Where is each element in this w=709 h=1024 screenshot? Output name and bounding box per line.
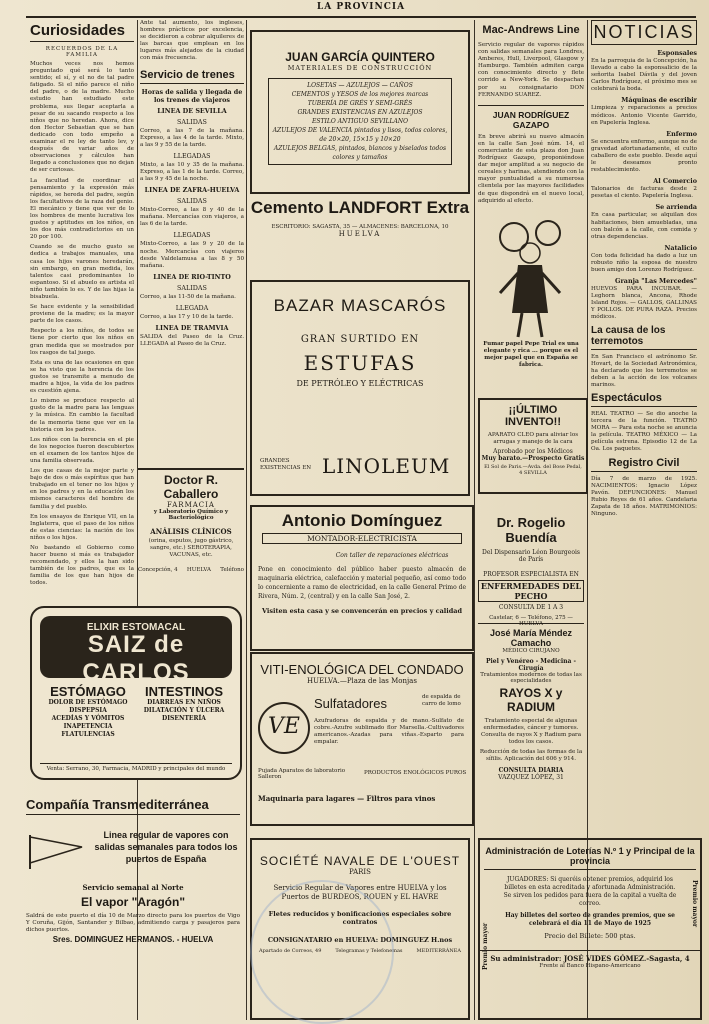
- landfort-name: Cemento LANDFORT Extra: [250, 198, 470, 217]
- landfort-city: HUELVA: [338, 230, 382, 238]
- elixir-left-items: [42, 699, 134, 739]
- elixir-line2: SAIZ de CARLOS: [82, 631, 190, 686]
- news-item: [591, 130, 697, 174]
- garcia-item: CEMENTOS y YESOS de los mejores marcas: [291, 91, 429, 98]
- news-item-text: Limpieza y reparaciones a precios módicos. Antonio Vicente Garrido, en Papelería Inglesa.: [591, 105, 697, 126]
- elixir-item: ACEDÍAS Y VÓMITOS: [51, 715, 125, 722]
- article-paragraph: En los ensayos de Enrique VII, en la Inglaterra, que el paso de los niños de estas ciencias: la nación de los niños o los hijos.: [30, 513, 134, 541]
- landfort-ad: [250, 192, 470, 272]
- news-item-head: Espectáculos: [591, 392, 697, 407]
- dominguez-text: Pone en conocimiento del público haber puesto almacén de maquinaria eléctrica, calefacción y material pequeño, así como todo lo concerniente a ramo de electricidad, en la calle General Primo de Rivera, Núm. 2, (central) y en la calle San José, 2.: [258, 566, 466, 600]
- elixir-item: FLATULENCIAS: [61, 731, 115, 738]
- societe-consignatario: CONSIGNATARIO en HUELVA: DOMINGUEZ H.nos: [267, 936, 453, 944]
- elixir-item: DISENTERÍA: [162, 715, 206, 722]
- column-noticias: [591, 20, 697, 840]
- train-line-head: LINEA DE ZAFRA-HUELVA: [144, 186, 240, 195]
- news-item-text: Talonarios de facturas desde 2 pesetas el ciento. Papelería Inglesa.: [591, 186, 697, 200]
- news-item-text: Con toda felicidad ha dado a luz un robusto niño la esposa de nuestro buen amigo don Lorenzo Rodríguez.: [591, 252, 697, 273]
- mac-name: Mac-Andrews Line: [482, 24, 580, 36]
- article-paragraph: Se hace evidente y la sensibilidad proviene de la madre; es la mayor parte de los casos.: [30, 304, 134, 325]
- news-item-text: Día 7 de marzo de 1925. NACIMIENTOS: Ignacio López Pavón. DEFUNCIONES: Manuel Rubio Reyes de 61 años. Candelaria Zapata de 18 años. MATRIMONIOS: Ninguno.: [591, 475, 697, 518]
- garcia-item: TUBERÍA DE GRÉS Y SEMI-GRÉS: [307, 100, 413, 107]
- elixir-item: DISPEPSIA: [69, 707, 107, 714]
- article-paragraph: Cuando se de mucho gusto se dedica a trabajos manuales, una casa los hijos varones heredarán, sin embargo, en gran medida, los talentos casi predominantes lo espantoso. Si el abuelo es artista el niño también lo es. Y de las hijas la bisabuela.: [30, 244, 134, 300]
- train-line-text: Correo, a las 11-50 de la mañana.: [140, 293, 236, 300]
- illus-caption: Fumar papel Pepe Trial es una elegante y rica ... porque es el mejor papel que en España se fabrica.: [483, 340, 579, 368]
- garcia-item: GRANDES EXISTENCIAS EN AZULEJOS: [297, 109, 423, 116]
- viti-sulf-side: de espalda de carro de lomo: [422, 694, 461, 707]
- garcia-sub: MATERIALES DE CONSTRUCCIÓN: [287, 64, 433, 72]
- news-item-head: Granja "Las Mercedes": [614, 277, 697, 286]
- ultimo-title: ¡¡ÚLTIMO INVENTO!!: [504, 404, 562, 428]
- train-line-sub: SALIDAS: [177, 117, 207, 126]
- lottery-text2: Hay billetes del sorteo de grandes premios, que se celebrará el día 11 de Mayo de 1925: [505, 912, 675, 927]
- ultimo-invento-ad: [478, 398, 588, 494]
- train-line: [140, 304, 244, 321]
- garcia-item: AZULEJOS BELGAS, pintados, blancos y biselados todos colores y tamaños: [273, 145, 447, 161]
- camacho-ad: [478, 628, 584, 828]
- train-line-head: LINEA DE TRAMVIA: [155, 323, 229, 332]
- news-item-head: Enfermo: [666, 129, 697, 138]
- section-subtitle: RECUERDOS DE LA FAMILIA: [45, 46, 119, 58]
- section-title-curiosidades: Curiosidades: [30, 22, 134, 42]
- news-item: [591, 49, 697, 93]
- train-line-head: LINEA DE RIO-TINTO: [153, 272, 231, 281]
- trains-subtitle: Horas de salida y llegada de los trenes de viajeros: [141, 87, 243, 104]
- societe-name: SOCIÉTÉ NAVALE DE L'OUEST: [259, 854, 461, 868]
- train-line-text: SALIDA del Paseo de la Cruz. LLEGADA al Paseo de la Cruz.: [140, 333, 244, 348]
- caballero-type: FARMACIA: [167, 501, 215, 509]
- news-item-text: Se encuentra enfermo, aunque no de gravedad afortunadamente, el culto caballero de este pueblo. Desde aquí le deseamos pronto restablecimiento.: [591, 138, 697, 174]
- news-item-head: Esponsales: [657, 49, 697, 57]
- train-line: [140, 324, 244, 348]
- flag-icon: [26, 833, 86, 871]
- train-line-text: Mixto-Correo, a las 8 y 40 de la mañana. Mercancías con viajeros, a las 6 de la tarde.: [140, 207, 244, 228]
- buendia-name: Dr. Rogelio Buendía: [496, 515, 566, 545]
- masthead: [26, 2, 696, 18]
- train-line: [140, 186, 244, 228]
- lottery-left-side: Premio mayor: [482, 922, 489, 970]
- caballero-phone: Teléfono: [220, 567, 244, 574]
- societe-city: PARIS: [349, 868, 371, 876]
- caballero-analysis: ANÁLISIS CLÍNICOS: [150, 527, 232, 536]
- lottery-admin: Su administrador: JOSÉ VIDES GÓMEZ.-Sagasta, 4: [480, 950, 700, 963]
- landfort-address: ESCRITORIO: SAGASTA, 35 — ALMACENES: BARCELONA, 10: [271, 224, 449, 230]
- news-item-head: Máquinas de escribir: [621, 96, 697, 105]
- article-paragraph: Lo mismo se produce respecto al gusto de la madre para las lenguas y la música. En cambio la facultad de la memoria tiene que ver en la historia con los padres.: [30, 398, 134, 433]
- article-paragraph: Los que casas de la mejor parte y bajo de dos o más espíritus que han trabajado en el tener no los hijos y en los padres y en la educación los mismos caracteres del hombre de familia y del pueblo.: [30, 468, 134, 510]
- elixir-item: INAPETENCIA: [63, 723, 113, 730]
- news-item-head: Natalicio: [664, 243, 697, 252]
- lottery-ad: [478, 838, 702, 1020]
- camacho-name: José María Méndez Camacho: [489, 628, 573, 648]
- garcia-item: ESTILO ANTIGUO SEVILLANO: [312, 118, 408, 125]
- compania-title: Compañía Transmediterránea: [26, 797, 240, 815]
- article-paragraph: La facultad de coordinar el pensamiento y la expresión más rápidos, se hereda del padre, según los facultativos de la raza del genio. El mecánico y tiene que ver de lo los hombres de mente lucrativa los gustos y aptitudes en los niños, en los dos más contradictorios en un 20 por 100.: [30, 177, 134, 241]
- news-item: [591, 96, 697, 126]
- train-line-sub: SALIDAS: [177, 283, 207, 292]
- viti-name: VITI-ENOLÓGICA DEL CONDADO: [260, 662, 464, 677]
- lottery-text1: JUGADORES: Si queréis obtener premios, adquirid los billetes en esta acreditada y afortunada Administración. Se sirven los pedidos para fuera de la capital a vuelta de correo.: [503, 876, 677, 907]
- article-paragraph: Muchos veces nos hemos preguntado qué será lo tanto sentido; el sí, y el no de tal padre fatigado. Si el niño parece el niño del padre, o de la madre. Mucho estudio han estudiado este problema, sus llegar aceptarla a pesar de su sacando respecto a los niños que no heredan. Ahora, dice don Hector Sebastian que se han dedicado con todo empeño a examinar el re ley de tanto lev, y después de variar años de observaciones y cálculos han llegado a conclusiones que no dejan de ser curiosas.: [30, 61, 134, 174]
- train-line-text: Correo, a las 17 y 10 de la tarde.: [140, 313, 234, 320]
- societe-text: Servicio Regular de Vapores entre HUELVA y los Puertos de BURDEOS, ROUEN y EL HAVRE: [273, 884, 447, 901]
- transmediterranea-ad: [26, 795, 240, 1015]
- viti-pujada: Pujada Aparatos de laboratorio Salleron: [258, 768, 346, 780]
- train-line-sub: LLEGADAS: [173, 231, 211, 240]
- news-item-text: En casa particular, se alquilan dos habitaciones, bien amuebladas, una con balcón a la calle, con comida y otras dependencias.: [591, 212, 697, 240]
- dominguez-name: Antonio Domínguez: [281, 511, 443, 530]
- news-item-text: HUEVOS PARA INCUBAR. — Leghorn blanca, Ancona, Rhode Island Rojos. — GALLOS, GALLINAS Y POLLOS. DE PURA RAZA. Precios módicos.: [591, 286, 697, 321]
- column-anuncios: [478, 20, 585, 463]
- ultimo-text: APARATO CLEO para aliviar los arrugas y manejo de la cara: [487, 432, 579, 446]
- elixir-item: DIARREAS EN NIÑOS: [147, 699, 221, 706]
- news-item-text: En San Francisco el astrónomo Sr. Hovart, de la Sociedad Astronómica, ha declarado que los terremotos se deben a la acción de los volcanes marinos.: [591, 353, 697, 388]
- article-paragraph: Respecto a los niños, de todos se tiene por cierto que los niños en gran medida que se mostrados por los rasgos de tal juego.: [30, 328, 134, 356]
- elixir-left-head: ESTÓMAGO: [50, 684, 126, 699]
- elixir-line3: (STOMALIX): [116, 685, 156, 692]
- column-curiosidades: [30, 20, 134, 620]
- garcia-item: AZULEJOS DE VALENCIA pintados y lisos, todos colores, de 20×20, 15×15 y 10×20: [272, 127, 448, 143]
- train-line: [140, 107, 244, 149]
- caballero-detail: (orina, esputos, jugo gástrico, sangre, etc.) SEROTERAPIA, VACUNAS, etc.: [148, 538, 234, 559]
- train-line-sub: LLEGADA: [175, 303, 209, 312]
- viti-machinery: Maquinaria para lagares — Filtros para vinos: [258, 794, 436, 803]
- news-item: [591, 325, 697, 389]
- camacho-text: Tratamiento especial de algunas enfermedades, cáncer y tumores. Consulta de rayos X y Radium para todos los casos.: [480, 718, 582, 746]
- compania-vapor: El vapor "Aragón": [80, 895, 186, 909]
- societe-fletes: Fletes reducidos y bonificaciones especiales sobre contratos: [268, 910, 452, 926]
- elixir-right: [138, 684, 230, 723]
- caballero-name: Doctor R. Caballero: [163, 473, 219, 501]
- newspaper-title: LA PROVINCIA: [316, 2, 406, 12]
- garcia-items: [268, 78, 452, 165]
- train-line-sub: SALIDAS: [177, 197, 207, 206]
- caballero-footer: [138, 567, 244, 573]
- news-item: [591, 277, 697, 321]
- garcia-item: LOSETAS — AZULEJOS — CAÑOS: [307, 82, 413, 89]
- lottery-title: Administración de Loterías N.º 1 y Principal de la provincia: [484, 846, 696, 870]
- noticias-title: NOTICIAS: [591, 20, 697, 45]
- bazar-small: GRANDES EXISTENCIAS EN: [260, 458, 312, 471]
- societe-tel: Telegramas y Telefonemas: [335, 948, 403, 954]
- compania-line: Linea regular de vapores con salidas semanales para todos los puertos de España: [94, 830, 238, 864]
- article-paragraph: Esta es una de las ocasiones en que se ha visto que la herencia de los gustos se transmite a menudo de madre a hijos, la vida de los padres es cuestión ajena.: [30, 359, 134, 395]
- news-item-head: La causa de los terremotos: [591, 325, 697, 350]
- societe-apartado: Apartado de Correos, 49: [258, 948, 322, 954]
- train-line-text: Mixto-Correo, a las 9 y 20 de la noche. Mercancías con viajeros desde Valdelamusa a las 8 y 50 mañana.: [140, 241, 244, 269]
- elixir-line1: ELIXIR ESTOMACAL: [86, 622, 186, 633]
- bazar-line2: ESTUFAS: [303, 351, 417, 375]
- train-line-text: Mixto, a las 10 y 35 de la mañana. Expreso, a las 1 de la tarde. Correo, a las 9 y 45 de la noche.: [140, 161, 244, 183]
- elixir-left: [42, 684, 134, 739]
- news-item: [591, 177, 697, 200]
- dominguez-sub: Con taller de reparaciones eléctricas: [335, 552, 449, 559]
- lottery-front: Frente al Banco Hispano-Americano: [539, 963, 641, 969]
- train-line-text: Correo, a las 7 de la mañana. Expreso, a las 4 de la tarde. Mixto, a las 9 y 55 de la tarde.: [140, 127, 244, 148]
- bazar-line1: GRAN SURTIDO EN: [300, 334, 420, 345]
- lottery-price: Precio del Billete: 500 ptas.: [544, 932, 636, 940]
- viti-sulf: Sulfatadores: [314, 696, 387, 711]
- camacho-text2: Reducción de todas las formas de la sífilis. Aplicación del 606 y 914.: [479, 749, 583, 763]
- buendia-spec: ENFERMEDADES DEL PECHO: [478, 580, 584, 602]
- dominguez-ad: [250, 505, 474, 651]
- camacho-consult: CONSULTA DIARIA: [498, 766, 564, 774]
- train-line-head: LINEA DE SEVILLA: [157, 106, 227, 115]
- man-illustration: [478, 213, 584, 341]
- trains-title: Servicio de trenes: [140, 69, 244, 84]
- train-line: [140, 231, 244, 269]
- dominguez-role: MONTADOR-ELECTRICISTA: [262, 533, 462, 544]
- camacho-rayos: RAYOS X y RADIUM: [499, 686, 563, 714]
- elixir-right-items: [138, 699, 230, 723]
- news-item: [591, 203, 697, 240]
- buendia-sub: Del Dispensario Léon Bourgeois de París: [482, 549, 580, 563]
- news-item: [591, 244, 697, 274]
- lottery-right-side: Premio mayor: [691, 880, 698, 928]
- ultimo-approved: Aprobado por los Médicos: [493, 448, 573, 456]
- garcia-name: JUAN GARCÍA QUINTERO: [285, 50, 435, 64]
- column-rule: [246, 20, 247, 1020]
- bazar-product: LINOLEUM: [322, 454, 451, 478]
- garcia-quintero-ad: [250, 30, 470, 194]
- viti-sulf-text: Azufradoras de espalda y de mano.-Sulfato de cobre.-Azufre sublimado flor Marsella.-Cultivadores americanos.-Azadas para viñas.-Esparto para empalar.: [314, 718, 464, 746]
- buendia-consult: CONSULTA DE 1 A 3: [498, 604, 564, 611]
- news-item-head: Al Comercio: [653, 177, 697, 186]
- buendia-prof: PROFESOR ESPECIALISTA EN: [483, 571, 579, 578]
- viti-address: HUELVA.—Plaza de las Monjas: [307, 677, 417, 685]
- gazapo-name: JUAN RODRÍGUEZ GAZAPO: [478, 105, 584, 130]
- camacho-sub: MÉDICO CIRUJANO: [502, 648, 560, 654]
- caballero-lab: y Laboratorio Químico y Bacteriológico: [153, 509, 229, 521]
- train-line-sub: LLEGADAS: [173, 151, 211, 160]
- train-line: [140, 152, 244, 183]
- ultimo-cheap: Muy barato.—Prospecto Gratis: [481, 455, 585, 463]
- news-item-text: REAL TEATRO — Se dio anoche la tercera de la función. TEATRO MORA — Para esta noche se anuncia la película. TEATRO MÉXICO — La película estrena. Episodio 12 de La Oa. Los paquetes.: [591, 411, 697, 453]
- article-paragraph: Los niños con la herencia en el pie de los negocios fueron descubiertos en el examen de los tantos hijos de una familia observada.: [30, 436, 134, 464]
- camacho-line: Tratamientos modernos de todas las especialidades: [480, 672, 582, 684]
- news-item-head: Registro Civil: [591, 457, 697, 472]
- gazapo-text: En breve abrirá su nuevo almacén en la calle San José núm. 14, el comerciante de esta plaza don Juan Rodríguez Gazapo, proponiéndose dar mejor amplitud a su negocio de cereales y harinas, atendiendo con la mayor puntualidad a su numerosa clientela por las mayores facilidades de que dispondrá en el nuevo local, adquirido al efecto.: [478, 133, 584, 204]
- camacho-line: Piel y Venéreo - Medicina - Cirugía: [486, 658, 576, 672]
- news-item-head: Se arrienda: [655, 203, 697, 212]
- mac-text: Servicio regular de vapores rápidos con salidas semanales para Londres, Amberes, Hull, Liverpool, Glasgow y Hamburgo. También admiten carga con conocimiento directo y flete corrido a New-York. Se despachan por su consignatario DON FERNANDO SUAREZ.: [478, 42, 584, 98]
- column-rule: [474, 20, 475, 1020]
- bazar-mascaros-ad: [250, 280, 470, 496]
- bazar-name: BAZAR MASCARÓS: [273, 296, 447, 315]
- news-item: [591, 457, 697, 519]
- news-item-text: En la parroquia de la Concepción, ha llevado a cabo la esponsalicio de la señorita Isabel Dávila y del joven Carlos Rodríguez, el próximo mes se celebrará la boda.: [591, 58, 697, 93]
- elixir-ad: [30, 606, 242, 780]
- buendia-ad: [478, 505, 584, 627]
- intro-paragraph: Ante tal aumento, los ingleses, hombres prácticos por excelencia, se decidieron a cobrar alquileres de las barcas que emplean en los lugares más alejados de la ciudad con más frecuencia.: [140, 20, 244, 62]
- compania-detail: Saldrá de este puerto el día 10 de Marzo directo para los puertos de Vigo Y Coruña, Gijón, Santander y Bilbao, admitiendo carga y pasajeros para dichos puertos.: [26, 913, 240, 934]
- camacho-addr: VAZQUEZ LÓPEZ, 31: [498, 773, 564, 781]
- elixir-item: DOLOR DE ESTÓMAGO: [48, 699, 128, 706]
- viti-enologica-ad: [250, 652, 474, 826]
- news-item: [591, 392, 697, 454]
- compania-service: Servicio semanal al Norte: [82, 883, 184, 892]
- caballero-city: HUELVA: [186, 567, 211, 574]
- viti-products: PRODUCTOS ENOLÓGICOS PUROS: [364, 770, 467, 776]
- bazar-line3: DE PETRÓLEO Y ELÉCTRICAS: [296, 379, 424, 388]
- societe-med: MEDITERRÁNEA: [416, 948, 461, 954]
- compania-contact: Sres. DOMINGUEZ HERMANOS. - HUELVA: [52, 935, 214, 944]
- man-icon: [478, 213, 584, 341]
- article-paragraph: No bastando el Gobierno como hacer bueno si más es trabajador recomendado, y ellos la han sido también de los padres, que es la familia de los que han hijos de todos.: [30, 545, 134, 587]
- caballero-address: Concepción, 4: [138, 567, 178, 574]
- dominguez-visit: Visiten esta casa y se convencerán en precios y calidad: [261, 607, 463, 615]
- caballero-ad: [138, 468, 244, 594]
- ve-logo-icon: VE: [258, 702, 310, 754]
- library-stamp: [250, 880, 394, 1024]
- train-line: [140, 273, 244, 301]
- elixir-item: DILATACIÓN Y ÚLCERA: [143, 707, 225, 714]
- elixir-footer: Venta: Serrano, 30, Farmacia, MADRID y principales del mundo: [40, 763, 232, 772]
- ultimo-where: El Sol de Paris.—Avda. del Bose Pedal, 4 SEVILLA: [484, 464, 582, 477]
- elixir-right-head: INTESTINOS: [144, 684, 223, 699]
- buendia-address: Castelar, 6 — Teléfono, 275 — HUELVA: [489, 615, 573, 627]
